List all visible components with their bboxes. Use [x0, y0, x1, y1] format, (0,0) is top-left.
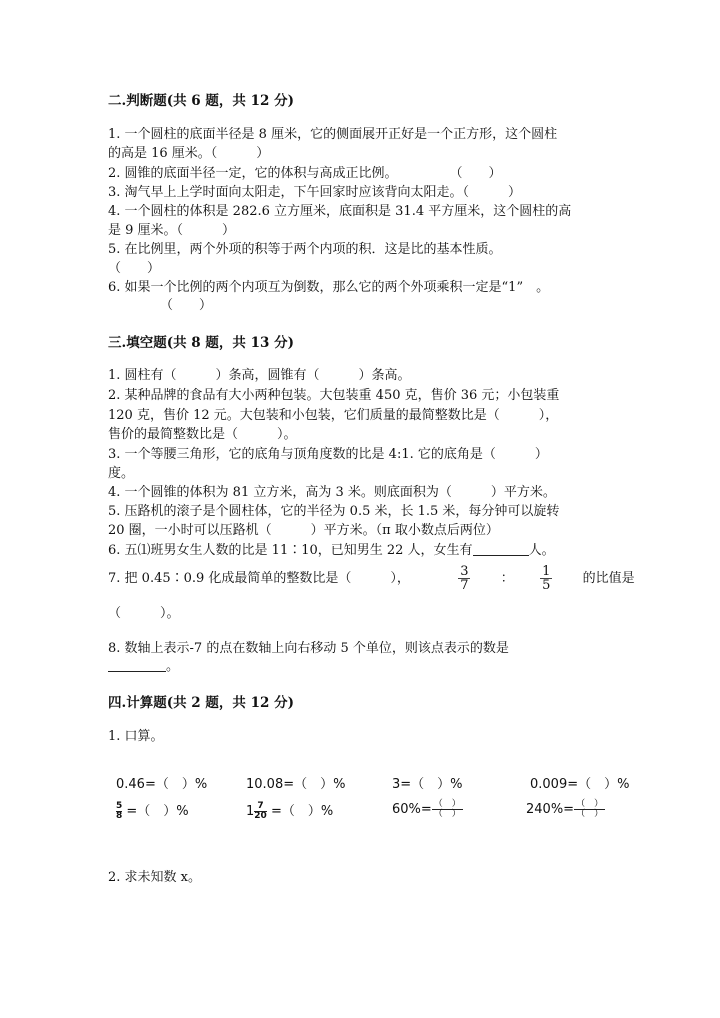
- fraction-1-5: $\frac{1}{5}$: [542, 564, 551, 593]
- s2-line: 的高是 16 厘米。（ ）: [108, 146, 270, 161]
- s3-line: 120 克，售价 12 元。大包装和小包装，它们质量的最简整数比是（ ），: [108, 408, 559, 423]
- s3-q8: 8. 数轴上表示-7 的点在数轴上向右移动 5 个单位，则该点表示的数是: [108, 641, 509, 656]
- s3-q8-line2: 。: [108, 655, 179, 674]
- section-2-title: 二.判断题(共 6 题，共 12 分): [108, 93, 294, 109]
- ratio-colon: ：: [500, 571, 514, 586]
- fraction-7-20: $\frac{7}{20}$: [254, 801, 267, 821]
- s2-line: （ ）: [108, 261, 161, 276]
- calc-item-mixed: 1 $\frac{7}{20}$ =（ ）%: [246, 801, 334, 821]
- s2-line: 4. 一个圆柱的体积是 282.6 立方厘米，底面积是 31.4 平方厘米，这个圆柱的高: [108, 204, 572, 219]
- calc-item: 0.46=（ ）%: [116, 777, 208, 792]
- fraction-3-7: $\frac{3}{7}$: [460, 564, 469, 593]
- calc-item: 3=（ ）%: [392, 777, 463, 792]
- calc-item: 10.08=（ ）%: [246, 777, 346, 792]
- s3-q7-text: 7. 把 0.45∶0.9 化成最简单的整数比是（ ），: [108, 571, 410, 586]
- fraction-5-8: $\frac{5}{8}$: [116, 801, 123, 821]
- s3-line: 售价的最简整数比是（ ）。: [108, 427, 297, 442]
- fraction-blank: （ ） （ ）: [433, 799, 461, 819]
- s3-line: 度。: [108, 466, 135, 481]
- section-3-title: 三.填空题(共 8 题，共 13 分): [108, 335, 294, 351]
- s2-line: 6. 如果一个比例的两个内项互为倒数，那么它的两个外项乘积一定是“1” 。: [108, 280, 550, 295]
- s3-line: 1. 圆柱有（ ）条高，圆锥有（ ）条高。: [108, 368, 411, 383]
- calc-item: 0.009=（ ）%: [530, 777, 630, 792]
- s3-q7: [108, 565, 635, 592]
- calc-item-240: 240%= （ ） （ ）: [526, 799, 604, 819]
- s3-q6-unit: 人。: [528, 543, 555, 558]
- s4-q1: 1. 口算。: [108, 729, 164, 744]
- s4-q2: 2. 求未知数 x。: [108, 870, 201, 885]
- fraction-blank: （ ） （ ）: [576, 799, 604, 819]
- s3-line: 5. 压路机的滚子是个圆柱体，它的半径为 0.5 米，长 1.5 米，每分钟可以旋转: [108, 504, 560, 519]
- s2-line: 5. 在比例里，两个外项的积等于两个内项的积．这是比的基本性质。: [108, 242, 502, 257]
- s3-line: 2. 某种品牌的食品有大小两种包装。大包装重 450 克，售价 36 元；小包装重: [108, 388, 560, 403]
- s2-line: （ ）: [160, 298, 213, 313]
- s3-q6: [108, 539, 555, 558]
- calc-item-60: 60%= （ ） （ ）: [392, 799, 461, 819]
- s3-q7-line2: （ ）。: [108, 606, 180, 621]
- s2-line: 是 9 厘米。（ ）: [108, 223, 236, 238]
- answer-blank[interactable]: [108, 659, 166, 672]
- s3-line: 3. 一个等腰三角形，它的底角与顶角度数的比是 4:1. 它的底角是（ ）: [108, 447, 548, 462]
- s3-line: 4. 一个圆锥的体积为 81 立方米，高为 3 米。则底面积为（ ）平方米。: [108, 485, 556, 500]
- section-4-title: 四.计算题(共 2 题，共 12 分): [108, 695, 294, 711]
- s2-line: 2. 圆锥的底面半径一定，它的体积与高成正比例。 （ ）: [108, 166, 502, 181]
- s2-line: 1. 一个圆柱的底面半径是 8 厘米，它的侧面展开正好是一个正方形，这个圆柱: [108, 127, 558, 142]
- s3-q6-text: 6. 五⑴班男女生人数的比是 11∶10，已知男生 22 人，女生有: [108, 543, 473, 558]
- answer-blank[interactable]: [473, 543, 529, 556]
- s2-line: 3. 淘气早上上学时面向太阳走，下午回家时应该背向太阳走。（ ）: [108, 185, 522, 200]
- calc-item-5-8: $\frac{5}{8}$ =（ ）%: [116, 801, 189, 821]
- s3-q7-tail: 的比值是: [582, 571, 635, 586]
- s3-line: 20 圈，一小时可以压路机（ ）平方米。（π 取小数点后两位）: [108, 523, 499, 538]
